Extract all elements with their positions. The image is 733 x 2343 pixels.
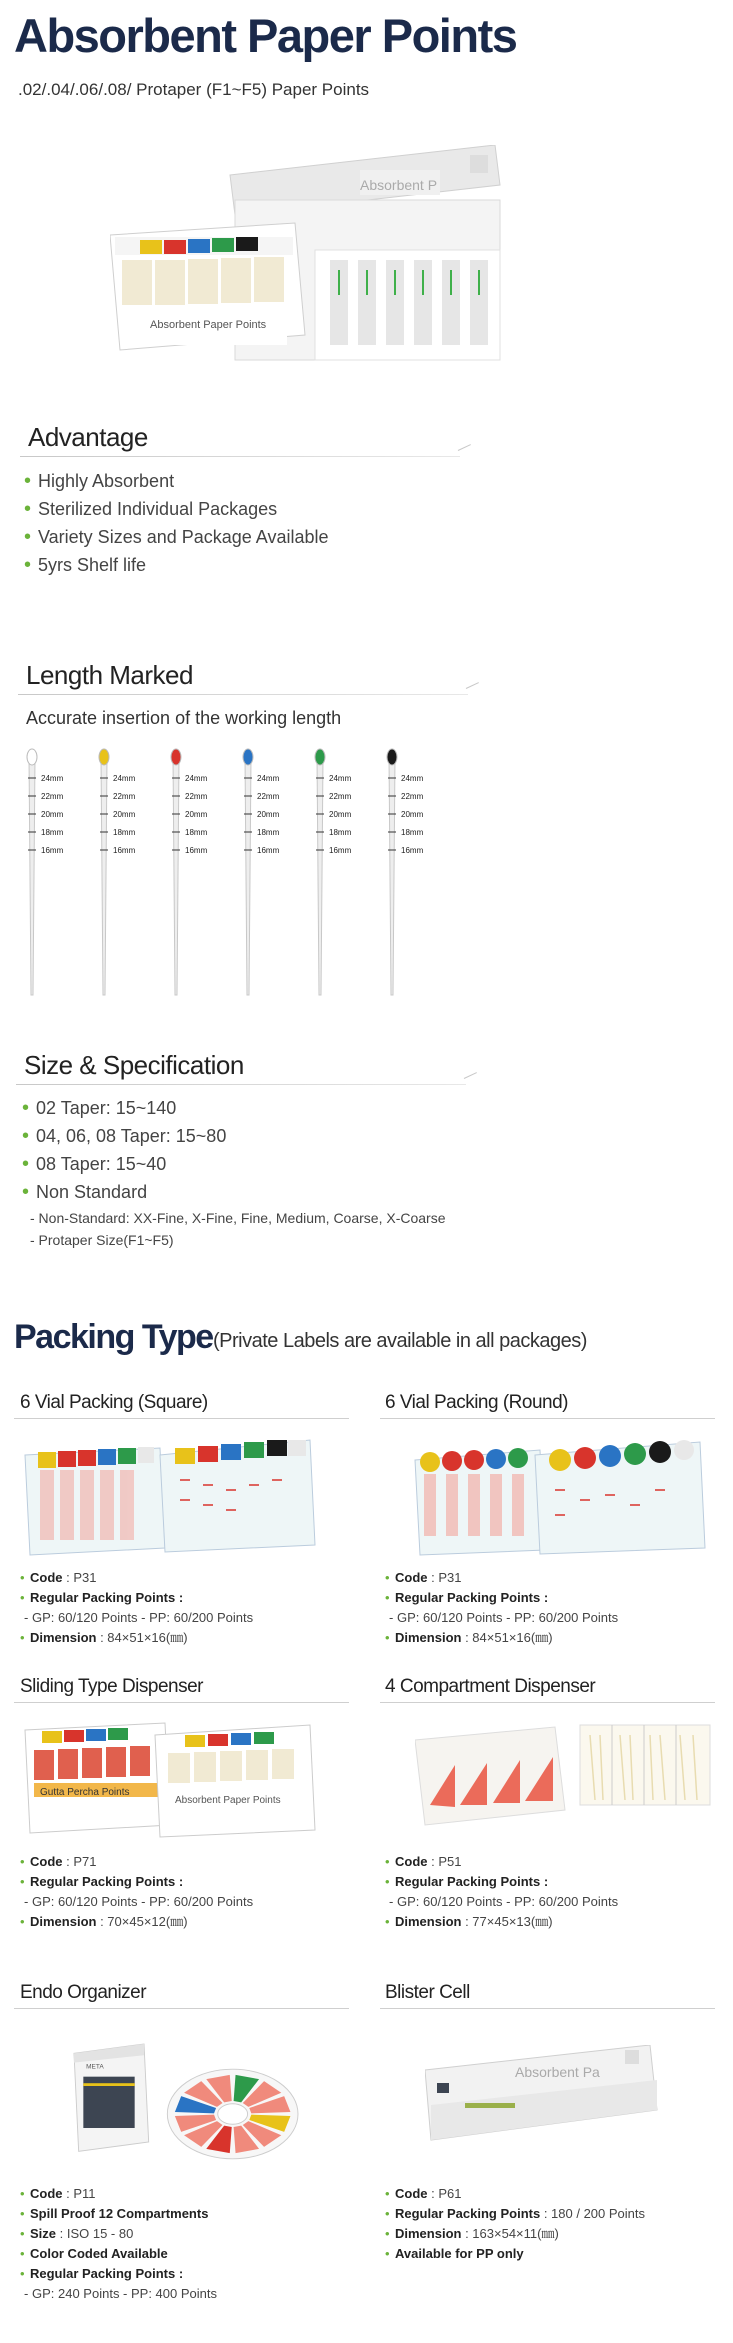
advantage-divider bbox=[20, 456, 460, 457]
vial-square-image bbox=[20, 1430, 320, 1560]
spec-code: • Code : P71 bbox=[20, 1852, 253, 1872]
size-spec-item: • Non Standard bbox=[22, 1178, 226, 1206]
page-subtitle: .02/.04/.06/.08/ Protaper (F1~F5) Paper Points bbox=[18, 80, 370, 99]
pack-spec-endo-organizer bbox=[20, 2184, 217, 2304]
spec-code: • Code : P31 bbox=[385, 1568, 618, 1588]
length-mark-label: 18mm bbox=[257, 828, 280, 837]
spec-code: • Code : P51 bbox=[385, 1852, 618, 1872]
paper-point bbox=[171, 749, 208, 995]
length-mark-label: 22mm bbox=[41, 792, 64, 801]
length-mark-label: 24mm bbox=[329, 774, 352, 783]
length-mark-label: 22mm bbox=[185, 792, 208, 801]
length-mark-label: 22mm bbox=[329, 792, 352, 801]
svg-text:META: META bbox=[86, 2063, 104, 2071]
pack-heading-vial-square: 6 Vial Packing (Square) bbox=[20, 1392, 208, 1413]
pack-divider bbox=[380, 1418, 715, 1419]
size-spec-subitem: - Protaper Size(F1~F5) bbox=[30, 1232, 174, 1248]
length-mark-label: 20mm bbox=[401, 810, 424, 819]
length-caption: Accurate insertion of the working length bbox=[26, 708, 342, 728]
spec-regular-detail: - GP: 60/120 Points - PP: 60/200 Points bbox=[385, 1892, 618, 1912]
pack-spec-sliding bbox=[20, 1852, 253, 1932]
length-mark-label: 16mm bbox=[329, 846, 352, 855]
length-heading: Length Marked bbox=[26, 660, 193, 690]
spec-dimension: • Dimension : 70×45×12(㎜) bbox=[20, 1912, 253, 1932]
size-spec-subitems bbox=[30, 1207, 446, 1251]
spec-size: • Size : ISO 15 - 80 bbox=[20, 2224, 217, 2244]
pack-heading-vial-round: 6 Vial Packing (Round) bbox=[385, 1392, 568, 1413]
hero-product-image bbox=[110, 145, 510, 380]
spec-regular-detail: - GP: 60/120 Points - PP: 60/200 Points bbox=[20, 1608, 253, 1628]
spec-dimension: • Dimension : 163×54×11(㎜) bbox=[385, 2224, 645, 2244]
pack-heading-4-compartment: 4 Compartment Dispenser bbox=[385, 1676, 596, 1697]
blister-cell-image bbox=[425, 2045, 665, 2165]
spec-regular: • Regular Packing Points : bbox=[385, 1872, 618, 1892]
svg-text:Absorbent P: Absorbent P bbox=[360, 177, 438, 193]
svg-text:Gutta Percha Points: Gutta Percha Points bbox=[40, 1787, 130, 1798]
color-tip bbox=[27, 749, 37, 765]
svg-text:Absorbent Pa: Absorbent Pa bbox=[515, 2064, 600, 2080]
4-compartment-image bbox=[415, 1715, 715, 1845]
pack-heading-sliding: Sliding Type Dispenser bbox=[20, 1676, 203, 1697]
pack-spec-vial-round bbox=[385, 1568, 618, 1648]
length-mark-label: 16mm bbox=[257, 846, 280, 855]
pack-divider bbox=[380, 2008, 715, 2009]
spec-extra: • Color Coded Available bbox=[20, 2244, 217, 2264]
advantage-item: • Variety Sizes and Package Available bbox=[24, 523, 329, 551]
size-spec-list bbox=[22, 1094, 226, 1206]
size-spec-item: • 08 Taper: 15~40 bbox=[22, 1150, 226, 1178]
svg-text:Absorbent Paper Points: Absorbent Paper Points bbox=[150, 319, 267, 331]
size-spec-item: • 02 Taper: 15~140 bbox=[22, 1094, 226, 1122]
spec-dimension: • Dimension : 84×51×16(㎜) bbox=[385, 1628, 618, 1648]
spec-code: • Code : P61 bbox=[385, 2184, 645, 2204]
pack-divider bbox=[380, 1702, 715, 1703]
length-mark-label: 20mm bbox=[41, 810, 64, 819]
paper-point bbox=[27, 749, 64, 995]
advantage-heading: Advantage bbox=[28, 422, 148, 452]
advantage-item: • Highly Absorbent bbox=[24, 467, 329, 495]
pack-spec-blister bbox=[385, 2184, 645, 2264]
color-tip bbox=[315, 749, 325, 765]
length-mark-label: 18mm bbox=[401, 828, 424, 837]
length-mark-label: 18mm bbox=[113, 828, 136, 837]
spec-regular: • Regular Packing Points : bbox=[385, 1588, 618, 1608]
size-spec-subitem: - Non-Standard: XX-Fine, X-Fine, Fine, Medium, Coarse, X-Coarse bbox=[30, 1210, 446, 1226]
spec-regular: • Regular Packing Points : 180 / 200 Points bbox=[385, 2204, 645, 2224]
advantage-list bbox=[24, 467, 329, 579]
size-spec-item: • 04, 06, 08 Taper: 15~80 bbox=[22, 1122, 226, 1150]
length-mark-label: 20mm bbox=[185, 810, 208, 819]
spec-regular: • Regular Packing Points : bbox=[20, 1588, 253, 1608]
length-mark-label: 18mm bbox=[185, 828, 208, 837]
length-mark-label: 24mm bbox=[185, 774, 208, 783]
length-mark-label: 22mm bbox=[113, 792, 136, 801]
spec-regular: • Regular Packing Points : bbox=[20, 1872, 253, 1892]
spec-regular: • Regular Packing Points : bbox=[20, 2264, 217, 2284]
length-mark-label: 22mm bbox=[257, 792, 280, 801]
size-spec-heading: Size & Specification bbox=[24, 1050, 244, 1080]
paper-point bbox=[99, 749, 136, 995]
length-mark-label: 24mm bbox=[113, 774, 136, 783]
vial-round-image bbox=[410, 1430, 710, 1560]
endo-organizer-image bbox=[60, 2030, 340, 2170]
color-tip bbox=[387, 749, 397, 765]
paper-point bbox=[387, 749, 424, 995]
length-mark-label: 24mm bbox=[257, 774, 280, 783]
length-mark-label: 16mm bbox=[185, 846, 208, 855]
spec-regular-detail: - GP: 60/120 Points - PP: 60/200 Points bbox=[20, 1892, 253, 1912]
spec-regular-detail: - GP: 60/120 Points - PP: 60/200 Points bbox=[385, 1608, 618, 1628]
color-tip bbox=[171, 749, 181, 765]
paper-point bbox=[243, 749, 280, 995]
spec-regular-detail: - GP: 240 Points - PP: 400 Points bbox=[20, 2284, 217, 2304]
pack-divider bbox=[14, 1418, 349, 1419]
pack-spec-4-compartment bbox=[385, 1852, 618, 1932]
paper-points-illustration bbox=[22, 745, 462, 1005]
pack-spec-vial-square bbox=[20, 1568, 253, 1648]
spec-code: • Code : P31 bbox=[20, 1568, 253, 1588]
size-spec-divider bbox=[16, 1084, 466, 1085]
spec-code: • Code : P11 bbox=[20, 2184, 217, 2204]
length-mark-label: 18mm bbox=[329, 828, 352, 837]
packing-title: Packing Type bbox=[14, 1318, 213, 1356]
length-mark-label: 24mm bbox=[41, 774, 64, 783]
sliding-dispenser-image bbox=[20, 1715, 320, 1845]
spec-dimension: • Dimension : 84×51×16(㎜) bbox=[20, 1628, 253, 1648]
packing-note: (Private Labels are available in all packages) bbox=[213, 1330, 587, 1352]
spec-extra: • Spill Proof 12 Compartments bbox=[20, 2204, 217, 2224]
spec-dimension: • Dimension : 77×45×13(㎜) bbox=[385, 1912, 618, 1932]
pack-heading-endo-organizer: Endo Organizer bbox=[20, 1982, 147, 2003]
advantage-item: • Sterilized Individual Packages bbox=[24, 495, 329, 523]
color-tip bbox=[243, 749, 253, 765]
length-mark-label: 16mm bbox=[41, 846, 64, 855]
svg-text:Absorbent Paper Points: Absorbent Paper Points bbox=[175, 1795, 281, 1806]
length-mark-label: 20mm bbox=[329, 810, 352, 819]
color-tip bbox=[99, 749, 109, 765]
length-mark-label: 20mm bbox=[257, 810, 280, 819]
length-mark-label: 16mm bbox=[401, 846, 424, 855]
length-divider bbox=[18, 694, 468, 695]
length-mark-label: 22mm bbox=[401, 792, 424, 801]
length-mark-label: 24mm bbox=[401, 774, 424, 783]
advantage-item: • 5yrs Shelf life bbox=[24, 551, 329, 579]
pack-divider bbox=[14, 2008, 349, 2009]
paper-point bbox=[315, 749, 352, 995]
page-title: Absorbent Paper Points bbox=[14, 9, 517, 62]
length-mark-label: 20mm bbox=[113, 810, 136, 819]
length-mark-label: 16mm bbox=[113, 846, 136, 855]
pack-heading-blister: Blister Cell bbox=[385, 1982, 470, 2003]
spec-extra: • Available for PP only bbox=[385, 2244, 645, 2264]
pack-divider bbox=[14, 1702, 349, 1703]
length-mark-label: 18mm bbox=[41, 828, 64, 837]
